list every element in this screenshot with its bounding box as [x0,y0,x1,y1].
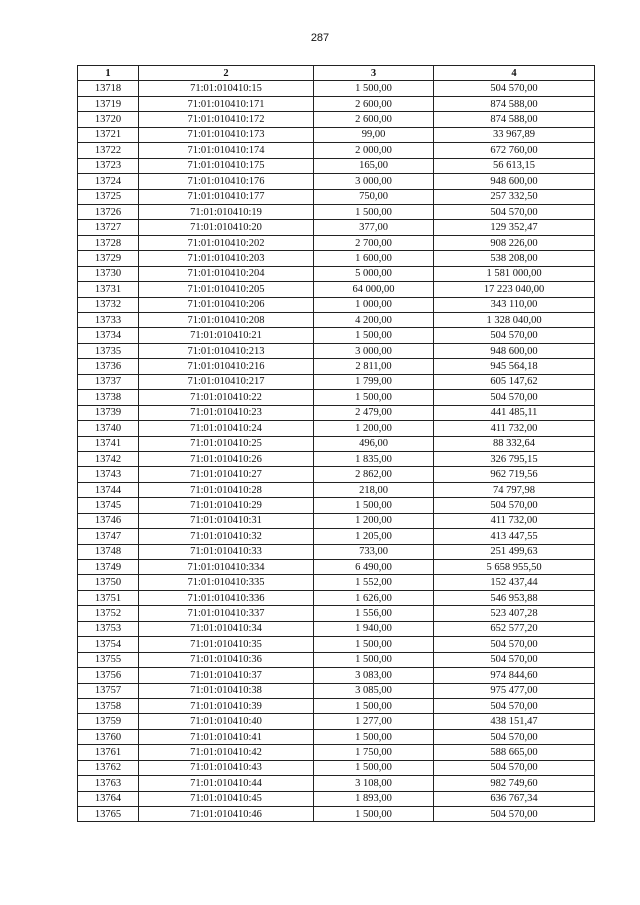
row-number-cell: 13720 [78,112,139,127]
area-cell: 1 835,00 [314,451,434,466]
row-number-cell: 13729 [78,251,139,266]
table-row [78,251,595,266]
value-cell: 672 760,00 [434,143,595,158]
cadastral-number-cell: 71:01:010410:42 [139,745,314,760]
area-cell: 4 200,00 [314,313,434,328]
column-header: 3 [314,66,434,81]
table-row [78,513,595,528]
cadastral-number-cell: 71:01:010410:334 [139,560,314,575]
cadastral-number-cell: 71:01:010410:22 [139,390,314,405]
page-number: 287 [310,32,330,44]
value-cell: 982 749,60 [434,776,595,791]
table-row [78,343,595,358]
cadastral-number-cell: 71:01:010410:335 [139,575,314,590]
cadastral-number-cell: 71:01:010410:34 [139,621,314,636]
row-number-cell: 13739 [78,405,139,420]
table-body [78,81,595,822]
area-cell: 1 500,00 [314,204,434,219]
area-cell: 1 799,00 [314,374,434,389]
value-cell: 504 570,00 [434,390,595,405]
table-row [78,482,595,497]
row-number-cell: 13732 [78,297,139,312]
row-number-cell: 13723 [78,158,139,173]
cadastral-number-cell: 71:01:010410:216 [139,359,314,374]
value-cell: 257 332,50 [434,189,595,204]
area-cell: 1 750,00 [314,745,434,760]
cadastral-number-cell: 71:01:010410:202 [139,235,314,250]
cadastral-number-cell: 71:01:010410:21 [139,328,314,343]
cadastral-number-cell: 71:01:010410:28 [139,482,314,497]
row-number-cell: 13745 [78,498,139,513]
cadastral-number-cell: 71:01:010410:36 [139,652,314,667]
area-cell: 1 500,00 [314,652,434,667]
row-number-cell: 13718 [78,81,139,96]
area-cell: 165,00 [314,158,434,173]
value-cell: 605 147,62 [434,374,595,389]
value-cell: 504 570,00 [434,807,595,822]
cadastral-number-cell: 71:01:010410:173 [139,127,314,142]
table-row [78,745,595,760]
area-cell: 2 600,00 [314,112,434,127]
data-table [77,65,595,822]
area-cell: 3 085,00 [314,683,434,698]
area-cell: 3 000,00 [314,174,434,189]
value-cell: 129 352,47 [434,220,595,235]
cadastral-number-cell: 71:01:010410:24 [139,421,314,436]
row-number-cell: 13730 [78,266,139,281]
cadastral-number-cell: 71:01:010410:203 [139,251,314,266]
area-cell: 2 862,00 [314,467,434,482]
value-cell: 974 844,60 [434,668,595,683]
row-number-cell: 13725 [78,189,139,204]
value-cell: 504 570,00 [434,498,595,513]
row-number-cell: 13761 [78,745,139,760]
row-number-cell: 13719 [78,96,139,111]
value-cell: 948 600,00 [434,174,595,189]
table-row [78,359,595,374]
area-cell: 99,00 [314,127,434,142]
area-cell: 1 277,00 [314,714,434,729]
cadastral-number-cell: 71:01:010410:46 [139,807,314,822]
row-number-cell: 13746 [78,513,139,528]
table-row [78,266,595,281]
table-row [78,637,595,652]
row-number-cell: 13756 [78,668,139,683]
row-number-cell: 13752 [78,606,139,621]
row-number-cell: 13747 [78,529,139,544]
table-row [78,220,595,235]
table-row [78,112,595,127]
cadastral-number-cell: 71:01:010410:38 [139,683,314,698]
area-cell: 1 500,00 [314,390,434,405]
cadastral-number-cell: 71:01:010410:204 [139,266,314,281]
area-cell: 496,00 [314,436,434,451]
area-cell: 3 083,00 [314,668,434,683]
value-cell: 874 588,00 [434,96,595,111]
area-cell: 2 700,00 [314,235,434,250]
area-cell: 6 490,00 [314,560,434,575]
table-header-row [78,66,595,81]
table-row [78,498,595,513]
table-row [78,807,595,822]
cadastral-number-cell: 71:01:010410:336 [139,590,314,605]
table-row [78,544,595,559]
value-cell: 413 447,55 [434,529,595,544]
table-row [78,81,595,96]
row-number-cell: 13748 [78,544,139,559]
value-cell: 5 658 955,50 [434,560,595,575]
value-cell: 908 226,00 [434,235,595,250]
table-row [78,328,595,343]
area-cell: 2 811,00 [314,359,434,374]
row-number-cell: 13735 [78,343,139,358]
value-cell: 343 110,00 [434,297,595,312]
cadastral-number-cell: 71:01:010410:205 [139,282,314,297]
table-row [78,683,595,698]
column-header: 2 [139,66,314,81]
cadastral-number-cell: 71:01:010410:15 [139,81,314,96]
area-cell: 1 200,00 [314,513,434,528]
area-cell: 1 552,00 [314,575,434,590]
row-number-cell: 13764 [78,791,139,806]
value-cell: 441 485,11 [434,405,595,420]
value-cell: 636 767,34 [434,791,595,806]
value-cell: 504 570,00 [434,204,595,219]
row-number-cell: 13733 [78,313,139,328]
table-row [78,405,595,420]
value-cell: 652 577,20 [434,621,595,636]
row-number-cell: 13744 [78,482,139,497]
cadastral-number-cell: 71:01:010410:39 [139,698,314,713]
area-cell: 2 000,00 [314,143,434,158]
row-number-cell: 13726 [78,204,139,219]
value-cell: 504 570,00 [434,328,595,343]
area-cell: 1 500,00 [314,760,434,775]
value-cell: 33 967,89 [434,127,595,142]
cadastral-number-cell: 71:01:010410:172 [139,112,314,127]
table-row [78,760,595,775]
area-cell: 1 205,00 [314,529,434,544]
row-number-cell: 13753 [78,621,139,636]
value-cell: 588 665,00 [434,745,595,760]
column-header: 4 [434,66,595,81]
value-cell: 874 588,00 [434,112,595,127]
area-cell: 1 500,00 [314,637,434,652]
value-cell: 504 570,00 [434,652,595,667]
cadastral-number-cell: 71:01:010410:45 [139,791,314,806]
row-number-cell: 13760 [78,729,139,744]
table-row [78,729,595,744]
area-cell: 733,00 [314,544,434,559]
row-number-cell: 13727 [78,220,139,235]
table-row [78,390,595,405]
table-row [78,174,595,189]
table-row [78,606,595,621]
value-cell: 538 208,00 [434,251,595,266]
area-cell: 3 000,00 [314,343,434,358]
row-number-cell: 13743 [78,467,139,482]
cadastral-number-cell: 71:01:010410:26 [139,451,314,466]
value-cell: 504 570,00 [434,729,595,744]
cadastral-number-cell: 71:01:010410:177 [139,189,314,204]
row-number-cell: 13721 [78,127,139,142]
table-row [78,621,595,636]
cadastral-number-cell: 71:01:010410:31 [139,513,314,528]
area-cell: 64 000,00 [314,282,434,297]
cadastral-number-cell: 71:01:010410:44 [139,776,314,791]
row-number-cell: 13757 [78,683,139,698]
area-cell: 1 500,00 [314,328,434,343]
table-row [78,204,595,219]
value-cell: 948 600,00 [434,343,595,358]
value-cell: 1 581 000,00 [434,266,595,281]
table-row [78,282,595,297]
area-cell: 1 000,00 [314,297,434,312]
cadastral-number-cell: 71:01:010410:337 [139,606,314,621]
value-cell: 438 151,47 [434,714,595,729]
table-row [78,96,595,111]
cadastral-number-cell: 71:01:010410:43 [139,760,314,775]
row-number-cell: 13758 [78,698,139,713]
table-row [78,467,595,482]
value-cell: 17 223 040,00 [434,282,595,297]
row-number-cell: 13742 [78,451,139,466]
area-cell: 1 893,00 [314,791,434,806]
cadastral-number-cell: 71:01:010410:33 [139,544,314,559]
table-row [78,560,595,575]
table-row [78,529,595,544]
area-cell: 2 600,00 [314,96,434,111]
area-cell: 1 600,00 [314,251,434,266]
area-cell: 1 500,00 [314,729,434,744]
value-cell: 88 332,64 [434,436,595,451]
table-row [78,313,595,328]
cadastral-number-cell: 71:01:010410:208 [139,313,314,328]
row-number-cell: 13734 [78,328,139,343]
value-cell: 1 328 040,00 [434,313,595,328]
cadastral-number-cell: 71:01:010410:27 [139,467,314,482]
area-cell: 1 500,00 [314,81,434,96]
row-number-cell: 13738 [78,390,139,405]
area-cell: 1 940,00 [314,621,434,636]
table-row [78,374,595,389]
area-cell: 218,00 [314,482,434,497]
value-cell: 251 499,63 [434,544,595,559]
value-cell: 945 564,18 [434,359,595,374]
table-row [78,451,595,466]
table-row [78,698,595,713]
table-row [78,127,595,142]
table-row [78,776,595,791]
value-cell: 411 732,00 [434,421,595,436]
cadastral-number-cell: 71:01:010410:19 [139,204,314,219]
row-number-cell: 13763 [78,776,139,791]
cadastral-number-cell: 71:01:010410:23 [139,405,314,420]
cadastral-number-cell: 71:01:010410:20 [139,220,314,235]
table-row [78,297,595,312]
area-cell: 5 000,00 [314,266,434,281]
cadastral-number-cell: 71:01:010410:217 [139,374,314,389]
row-number-cell: 13749 [78,560,139,575]
table-row [78,590,595,605]
column-header: 1 [78,66,139,81]
row-number-cell: 13740 [78,421,139,436]
row-number-cell: 13750 [78,575,139,590]
row-number-cell: 13731 [78,282,139,297]
value-cell: 74 797,98 [434,482,595,497]
area-cell: 1 556,00 [314,606,434,621]
table-row [78,158,595,173]
table-row [78,791,595,806]
area-cell: 2 479,00 [314,405,434,420]
row-number-cell: 13765 [78,807,139,822]
table-row [78,652,595,667]
row-number-cell: 13737 [78,374,139,389]
row-number-cell: 13741 [78,436,139,451]
value-cell: 504 570,00 [434,637,595,652]
row-number-cell: 13754 [78,637,139,652]
value-cell: 152 437,44 [434,575,595,590]
value-cell: 504 570,00 [434,81,595,96]
cadastral-number-cell: 71:01:010410:206 [139,297,314,312]
cadastral-number-cell: 71:01:010410:29 [139,498,314,513]
value-cell: 504 570,00 [434,698,595,713]
value-cell: 523 407,28 [434,606,595,621]
cadastral-number-cell: 71:01:010410:37 [139,668,314,683]
cadastral-number-cell: 71:01:010410:176 [139,174,314,189]
table-row [78,189,595,204]
area-cell: 1 500,00 [314,807,434,822]
value-cell: 975 477,00 [434,683,595,698]
area-cell: 1 200,00 [314,421,434,436]
table-row [78,436,595,451]
table-row [78,235,595,250]
cadastral-number-cell: 71:01:010410:171 [139,96,314,111]
row-number-cell: 13722 [78,143,139,158]
table-row [78,668,595,683]
table-row [78,714,595,729]
value-cell: 504 570,00 [434,760,595,775]
value-cell: 962 719,56 [434,467,595,482]
cadastral-number-cell: 71:01:010410:40 [139,714,314,729]
area-cell: 1 626,00 [314,590,434,605]
cadastral-number-cell: 71:01:010410:174 [139,143,314,158]
row-number-cell: 13751 [78,590,139,605]
row-number-cell: 13762 [78,760,139,775]
table-row [78,575,595,590]
table-row [78,143,595,158]
area-cell: 377,00 [314,220,434,235]
row-number-cell: 13728 [78,235,139,250]
area-cell: 3 108,00 [314,776,434,791]
cadastral-number-cell: 71:01:010410:213 [139,343,314,358]
row-number-cell: 13736 [78,359,139,374]
value-cell: 326 795,15 [434,451,595,466]
area-cell: 750,00 [314,189,434,204]
value-cell: 546 953,88 [434,590,595,605]
row-number-cell: 13755 [78,652,139,667]
row-number-cell: 13759 [78,714,139,729]
area-cell: 1 500,00 [314,698,434,713]
row-number-cell: 13724 [78,174,139,189]
cadastral-number-cell: 71:01:010410:35 [139,637,314,652]
cadastral-number-cell: 71:01:010410:41 [139,729,314,744]
cadastral-number-cell: 71:01:010410:175 [139,158,314,173]
cadastral-number-cell: 71:01:010410:25 [139,436,314,451]
value-cell: 56 613,15 [434,158,595,173]
table-row [78,421,595,436]
area-cell: 1 500,00 [314,498,434,513]
cadastral-number-cell: 71:01:010410:32 [139,529,314,544]
value-cell: 411 732,00 [434,513,595,528]
